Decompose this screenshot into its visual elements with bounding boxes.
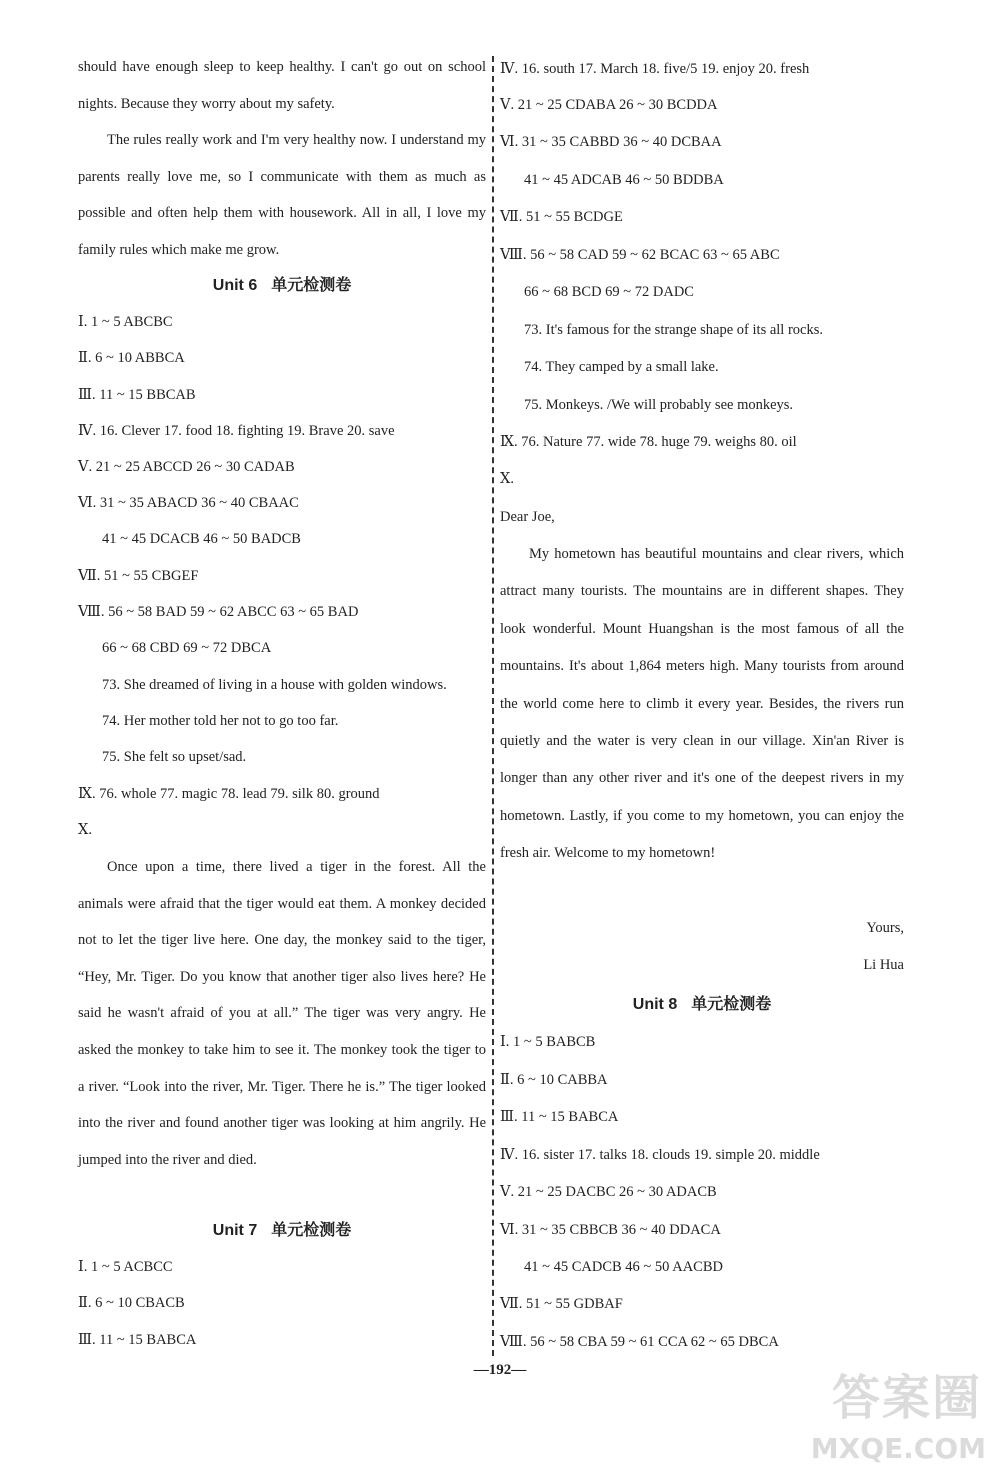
answer-line: 73. It's famous for the strange shape of its all rocks. [524, 322, 823, 338]
letter-closing: Yours, [866, 920, 904, 936]
unit6-subtitle: 单元检测卷 [271, 277, 352, 294]
watermark-url: MXQE.COM [810, 1432, 986, 1465]
watermark-title: 答案圈 [831, 1370, 982, 1426]
unit7-subtitle: 单元检测卷 [271, 1222, 352, 1239]
letter-signature: Li Hua [863, 957, 904, 973]
unit8-title: Unit 8 [632, 996, 678, 1013]
answer-line: Ⅶ. 51 ~ 55 GDBAF [500, 1296, 623, 1312]
answer-line: 41 ~ 45 DCACB 46 ~ 50 BADCB [102, 531, 301, 547]
answer-line: Ⅸ. 76. whole 77. magic 78. lead 79. silk 80. ground [78, 786, 380, 802]
answer-line: Ⅷ. 56 ~ 58 CBA 59 ~ 61 CCA 62 ~ 65 DBCA [500, 1334, 779, 1350]
answer-line: 74. Her mother told her not to go too far. [102, 713, 339, 729]
essay-paragraph-2: The rules really work and I'm very healthy now. I understand my parents really love me, so I communicate with them as much as possible and often help them with housework. All in all, I love my family rules which make me grow. [78, 132, 486, 258]
answer-line: Ⅵ. 31 ~ 35 CABBD 36 ~ 40 DCBAA [500, 134, 722, 150]
answer-line: Ⅳ. 16. south 17. March 18. five/5 19. enjoy 20. fresh [500, 61, 810, 77]
answer-line: Ⅷ. 56 ~ 58 BAD 59 ~ 62 ABCC 63 ~ 65 BAD [78, 604, 359, 620]
answer-line: Ⅰ. 1 ~ 5 BABCB [500, 1034, 596, 1050]
answer-line: Ⅱ. 6 ~ 10 CABBA [500, 1072, 608, 1088]
answer-line: Ⅸ. 76. Nature 77. wide 78. huge 79. weighs 80. oil [500, 434, 797, 450]
answer-line: 66 ~ 68 BCD 69 ~ 72 DADC [524, 284, 694, 300]
unit6-title: Unit 6 [212, 277, 258, 294]
answer-line: Ⅹ. [78, 822, 92, 838]
answer-line: Ⅴ. 21 ~ 25 ABCCD 26 ~ 30 CADAB [78, 459, 295, 475]
answer-line: Ⅵ. 31 ~ 35 ABACD 36 ~ 40 CBAAC [78, 495, 299, 511]
answer-line: Ⅲ. 11 ~ 15 BABCA [78, 1332, 197, 1348]
answer-line: 73. She dreamed of living in a house with golden windows. [102, 677, 447, 693]
page-number: —192— [473, 1362, 527, 1378]
answer-line: Ⅴ. 21 ~ 25 CDABA 26 ~ 30 BCDDA [500, 97, 718, 113]
answer-line: 66 ~ 68 CBD 69 ~ 72 DBCA [102, 640, 272, 656]
unit6-heading [78, 276, 486, 296]
answer-line: 75. She felt so upset/sad. [102, 749, 247, 765]
answer-line: Ⅲ. 11 ~ 15 BBCAB [78, 387, 196, 403]
unit7-title: Unit 7 [212, 1222, 258, 1239]
unit7-heading [78, 1221, 486, 1241]
watermark-logo [802, 1355, 992, 1465]
answer-line: 41 ~ 45 ADCAB 46 ~ 50 BDDBA [524, 172, 724, 188]
answer-line: Ⅷ. 56 ~ 58 CAD 59 ~ 62 BCAC 63 ~ 65 ABC [500, 247, 780, 263]
unit8-heading [500, 995, 904, 1015]
answer-line: Ⅹ. [500, 471, 514, 487]
answer-line: Ⅶ. 51 ~ 55 CBGEF [78, 568, 199, 584]
answer-line: Ⅰ. 1 ~ 5 ACBCC [78, 1259, 173, 1275]
answer-line: 75. Monkeys. /We will probably see monkeys. [524, 397, 794, 413]
essay-paragraph-1: should have enough sleep to keep healthy. I can't go out on school nights. Because they worry about my safety. [78, 59, 486, 112]
answer-line: Ⅱ. 6 ~ 10 ABBCA [78, 350, 185, 366]
story-paragraph: Once upon a time, there lived a tiger in the forest. All the animals were afraid that the tiger would eat them. A monkey decided not to let the tiger live here. One day, the monkey said to the tiger, “Hey, Mr. Tiger. Do you know that another tiger also lives here? He said he wasn't afraid of you at all.” The tiger was very angry. He asked the monkey to take him to see it. The monkey took the tiger to a river. “Look into the river, Mr. Tiger. There he is.” The tiger looked into the river and found another tiger was looking at him angrily. He jumped into the river and died. [78, 859, 486, 1168]
answer-line: Ⅱ. 6 ~ 10 CBACB [78, 1295, 185, 1311]
answer-line: 41 ~ 45 CADCB 46 ~ 50 AACBD [524, 1259, 723, 1275]
answer-line: 74. They camped by a small lake. [524, 359, 719, 375]
answer-line: Ⅳ. 16. Clever 17. food 18. fighting 19. Brave 20. save [78, 423, 395, 439]
answer-line: Ⅵ. 31 ~ 35 CBBCB 36 ~ 40 DDACA [500, 1222, 721, 1238]
answer-line: Ⅳ. 16. sister 17. talks 18. clouds 19. simple 20. middle [500, 1147, 820, 1163]
letter-body: My hometown has beautiful mountains and clear rivers, which attract many tourists. The mountains are in different shapes. They look wonderful. Mount Huangshan is the most famous of all the mountains. It's about 1,864 meters high. Many tourists from around the world come here to climb it every year. Besides, the rivers run quietly and the water is very clean in our village. Xin'an River is longer than any other river and it's one of the deepest rivers in my hometown. Lastly, if you come to my hometown, you can enjoy the fresh air. Welcome to my hometown! [500, 546, 904, 862]
answer-line: Ⅶ. 51 ~ 55 BCDGE [500, 209, 623, 225]
answer-line: Ⅲ. 11 ~ 15 BABCA [500, 1109, 619, 1125]
unit8-subtitle: 单元检测卷 [691, 996, 772, 1013]
answer-line: Ⅰ. 1 ~ 5 ABCBC [78, 314, 173, 330]
column-divider [492, 56, 494, 1356]
answer-line: Ⅴ. 21 ~ 25 DACBC 26 ~ 30 ADACB [500, 1184, 717, 1200]
letter-greeting: Dear Joe, [500, 509, 555, 525]
